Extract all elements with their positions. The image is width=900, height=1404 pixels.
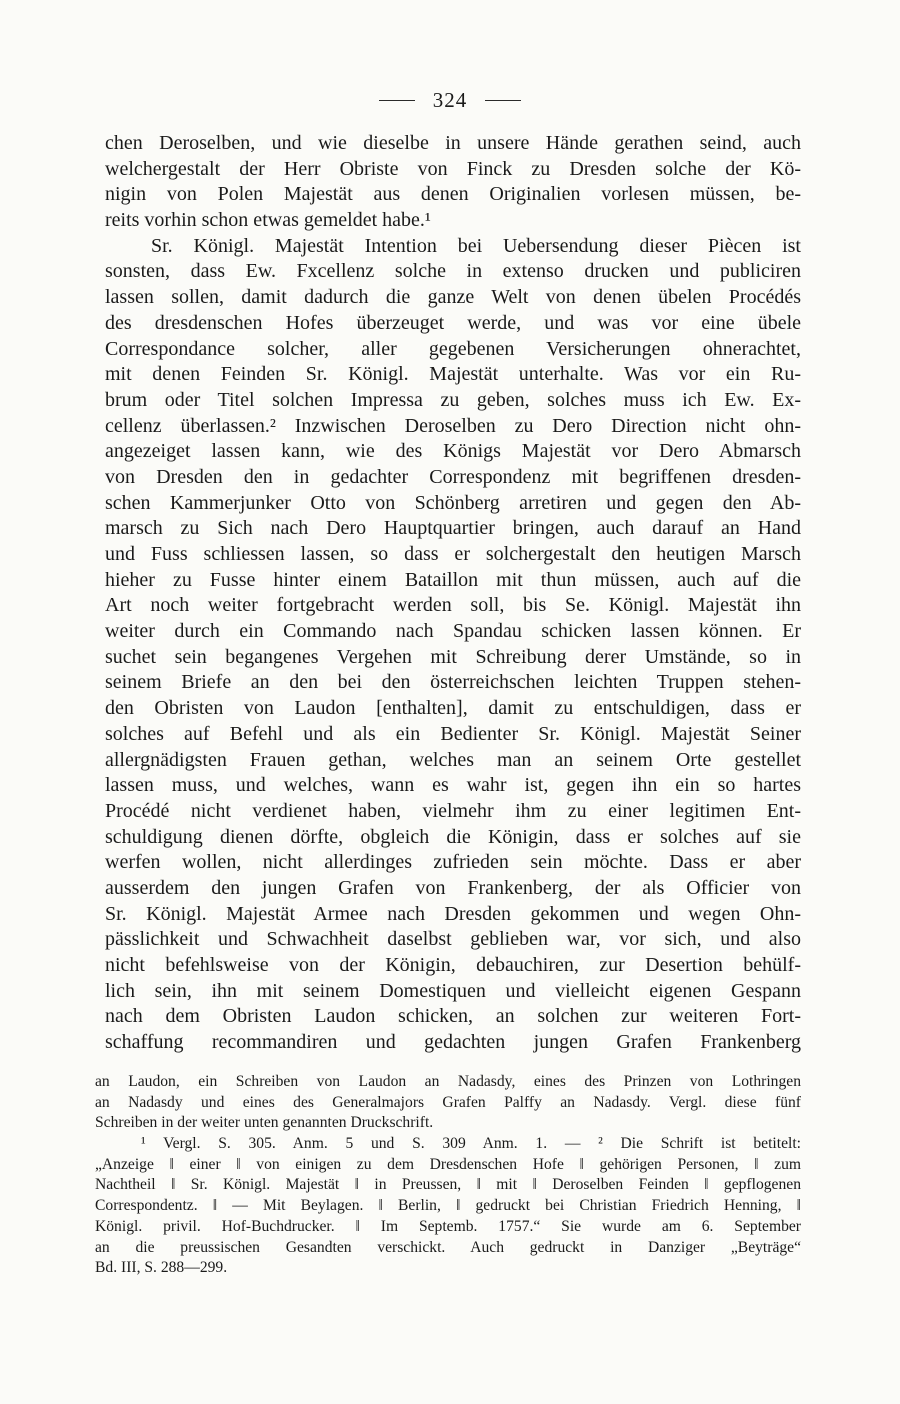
text-line: hieher zu Fusse hinter einem Bataillon mit thun müssen, auch auf die <box>105 568 801 591</box>
footnote-line: Bd. III, S. 288—299. <box>95 1259 228 1277</box>
text-line: Sr. Königl. Majestät Armee nach Dresden gekommen und wegen Ohn- <box>105 902 801 925</box>
text-line: cellenz überlassen.² Inzwischen Deroselben zu Dero Direction nicht ohn- <box>105 414 801 437</box>
text-line: schaffung recommandiren und gedachten jungen Grafen Frankenberg <box>105 1031 801 1054</box>
text-line: ausserdem den jungen Grafen von Frankenberg, der als Officier von <box>105 876 801 899</box>
text-line: allergnädigsten Frauen gethan, welches man an seinem Orte gestellet <box>105 748 801 771</box>
text-line: suchet sein begangenes Vergehen mit Schreibung derer Umstände, so in <box>105 645 801 668</box>
text-line: lassen sollen, damit dadurch die ganze Welt von denen übelen Procédés <box>105 286 801 309</box>
text-line: angezeiget lassen kann, wie des Königs Majestät vor Dero Abmarsch <box>105 440 801 463</box>
footnote-line: an Laudon, ein Schreiben von Laudon an Nadasdy, eines des Prinzen von Lothringen <box>95 1073 801 1090</box>
text-line: mit denen Feinden Sr. Königl. Majestät unterhalte. Was vor ein Ru- <box>105 363 801 386</box>
text-line: von Dresden den in gedachter Correspondenz mit begriffenen dresden- <box>105 465 801 488</box>
text-line: welchergestalt der Herr Obriste von Finck zu Dresden solche der Kö- <box>105 157 801 180</box>
text-line: marsch zu Sich nach Dero Hauptquartier bringen, auch darauf an Hand <box>105 517 801 540</box>
footnote-line: an Nadasdy und eines des Generalmajors Grafen Palffy an Nadasdy. Vergl. diese fünf <box>95 1093 801 1111</box>
text-line: chen Deroselben, und wie dieselbe in unsere Hände gerathen seind, auch <box>105 132 801 154</box>
footnotes <box>95 1072 801 1279</box>
text-line: brum oder Titel solchen Impressa zu geben, solches muss ich Ew. Ex- <box>105 388 801 411</box>
page-number: 324 <box>432 87 468 112</box>
footnote-line: Schreiben in der weiter unten genannten Druckschrift. <box>95 1114 434 1132</box>
text-line: seinem Briefe an den bei den österreichschen leichten Truppen stehen- <box>105 671 801 694</box>
text-line: solches auf Befehl und als ein Bedienter Sr. Königl. Majestät Seiner <box>105 722 801 745</box>
footnote-line: „Anzeige ‖ einer ‖ von einigen zu dem Dresdenschen Hofe ‖ gehörigen Personen, ‖ zum <box>95 1155 801 1173</box>
text-line: den Obristen von Laudon [enthalten], damit zu entschuldigen, dass er <box>105 697 801 720</box>
text-line: nigin von Polen Majestät aus denen Originalien vorlesen müssen, be- <box>105 183 801 206</box>
main-text <box>105 131 801 1056</box>
text-line: und Fuss schliessen lassen, so dass er solchergestalt den heutigen Marsch <box>105 543 801 565</box>
text-line: Sr. Königl. Majestät Intention bei Uebersendung dieser Piècen ist <box>151 234 801 257</box>
text-line: lich sein, ihn mit seinem Domestiquen und vielleicht eigenen Gespann <box>105 979 801 1002</box>
text-line: Art noch weiter fortgebracht werden soll, bis Se. Königl. Majestät ihn <box>105 594 801 617</box>
text-line: pässlichkeit und Schwachheit daselbst geblieben war, vor sich, und also <box>105 928 801 951</box>
text-line: werfen wollen, nicht allerdinges zufrieden sein möchte. Dass er aber <box>105 851 801 874</box>
text-line: nicht befehlsweise von der Königin, debauchiren, zur Desertion behülf- <box>105 954 801 976</box>
text-line: schuldigung dienen dörfte, obgleich die Königin, dass er solches auf sie <box>105 825 801 848</box>
text-line: lassen muss, und welches, wann es wahr ist, gegen ihn ein so hartes <box>105 774 801 797</box>
footnote-line: ¹ Vergl. S. 305. Anm. 5 und S. 309 Anm. 1. — ² Die Schrift ist betitelt: <box>141 1135 801 1153</box>
footnote-line: Correspondentz. ‖ — Mit Beylagen. ‖ Berlin, ‖ gedruckt bei Christian Friedrich Henning, ‖ <box>95 1197 801 1215</box>
header-rule-left <box>379 100 415 101</box>
text-line: schen Kammerjunker Otto von Schönberg arretiren und gegen den Ab- <box>105 491 801 514</box>
text-line: reits vorhin schon etwas gemeldet habe.¹ <box>105 209 431 232</box>
text-line: weiter durch ein Commando nach Spandau schicken lassen können. Er <box>105 620 801 643</box>
footnote-line: Nachtheil ‖ Sr. Königl. Majestät ‖ in Preussen, ‖ mit ‖ Deroselben Feinden ‖ gepflogenen <box>95 1176 801 1194</box>
text-line: des dresdenschen Hofes überzeuget werde, und was vor eine übele <box>105 311 801 334</box>
footnote-line: Königl. privil. Hof-Buchdrucker. ‖ Im Septemb. 1757.“ Sie wurde am 6. September <box>95 1217 801 1235</box>
footnote-line: an die preussischen Gesandten verschickt. Auch gedruckt in Danziger „Beyträge“ <box>95 1238 801 1256</box>
text-line: nach dem Obristen Laudon schicken, an solchen zur weiteren Fort- <box>105 1005 801 1028</box>
text-line: Correspondance solcher, aller gegebenen Versicherungen ohnerachtet, <box>105 337 801 360</box>
text-line: Procédé nicht verdienet haben, vielmehr ihm zu einer legitimen Ent- <box>105 799 801 822</box>
text-line: sonsten, dass Ew. Fxcellenz solche in extenso drucken und publiciren <box>105 260 801 283</box>
header-rule-right <box>485 100 521 101</box>
page-header <box>0 84 900 116</box>
